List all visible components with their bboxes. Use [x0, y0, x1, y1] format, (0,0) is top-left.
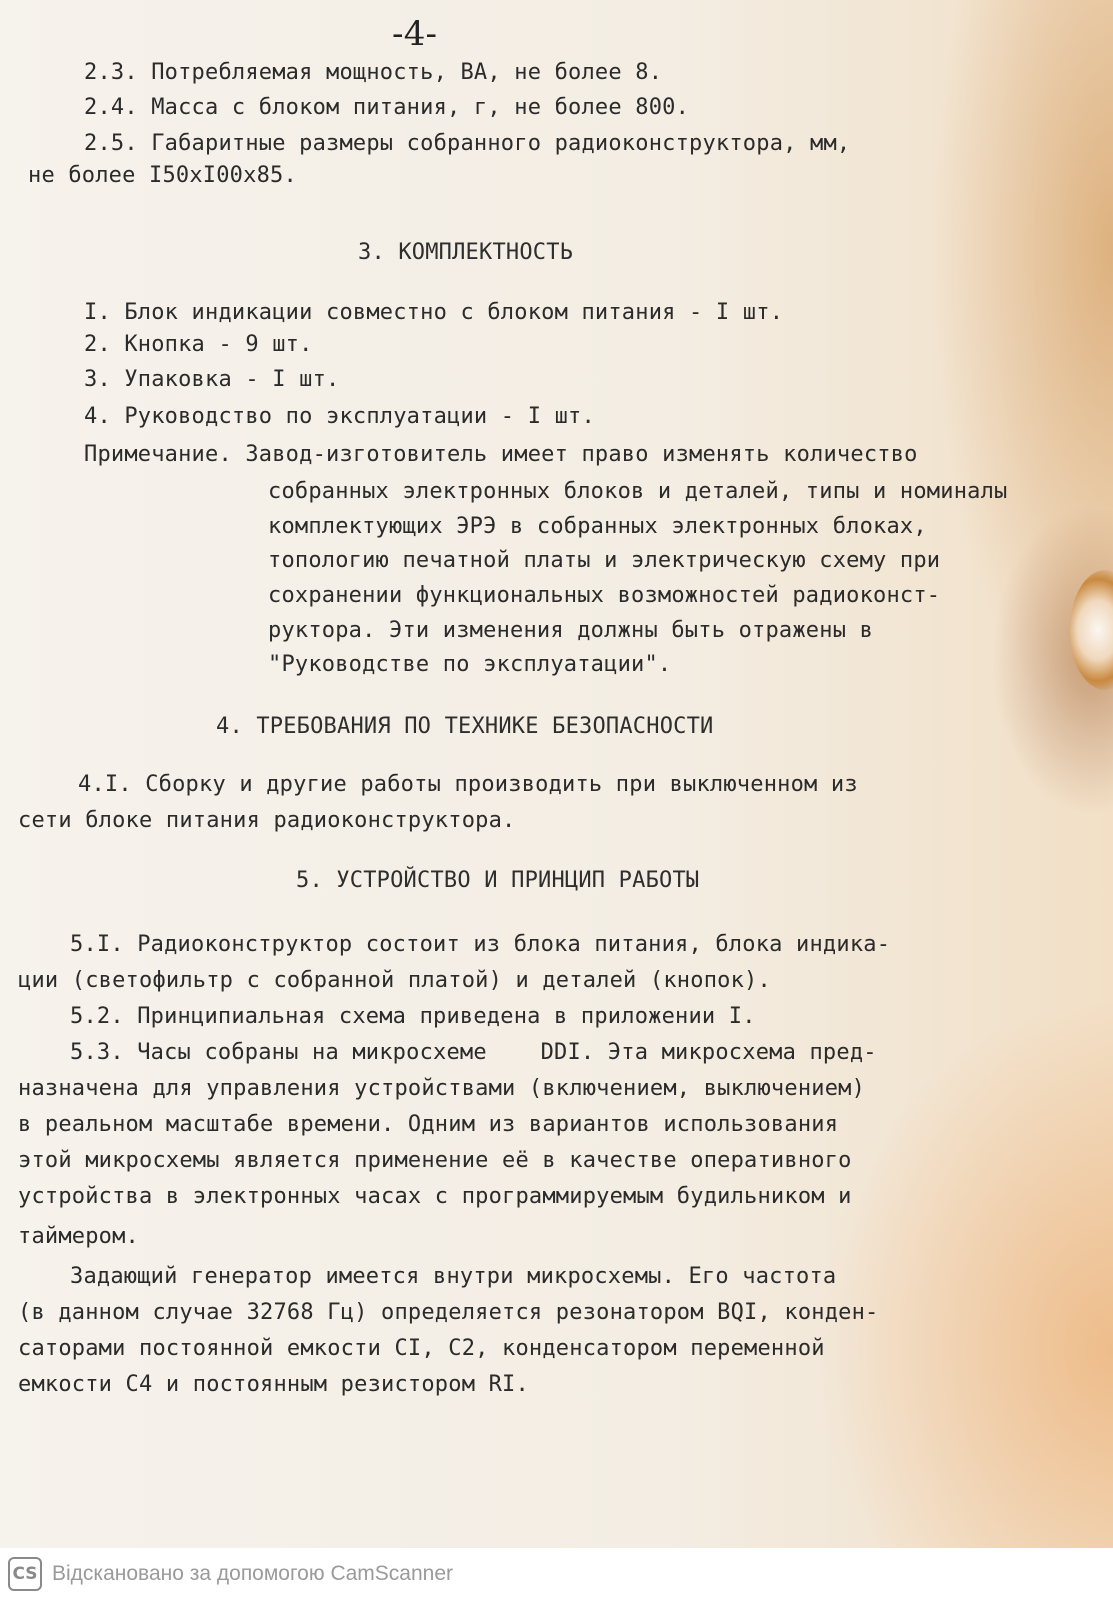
text-line-4-1: 4.I. Сборку и другие работы производить при выключенном из — [78, 772, 858, 797]
camscanner-logo: CS — [8, 1557, 42, 1591]
section-heading-5: 5. УСТРОЙСТВО И ПРИНЦИП РАБОТЫ — [296, 868, 700, 893]
text-line-5-3-cont-1: назначена для управления устройствами (включением, выключением) — [18, 1076, 866, 1101]
text-line-5-3-cont-2: в реальном масштабе времени. Одним из вариантов использования — [18, 1112, 839, 1137]
text-line-2-4: 2.4. Масса с блоком питания, г, не более 800. — [84, 95, 690, 120]
note-line-7: "Руководстве по эксплуатации". — [268, 652, 672, 677]
section-heading-3: 3. КОМПЛЕКТНОСТЬ — [358, 240, 574, 265]
text-line-generator-cont-1: (в данном случае 32768 Гц) определяется резонатором BQI, конден- — [18, 1300, 879, 1325]
text-line-generator: Задающий генератор имеется внутри микросхемы. Его частота — [70, 1264, 837, 1289]
section-heading-4: 4. ТРЕБОВАНИЯ ПО ТЕХНИКЕ БЕЗОПАСНОСТИ — [216, 714, 714, 739]
note-line-4: топологию печатной платы и электрическую схему при — [268, 548, 941, 573]
text-line-5-1: 5.I. Радиоконструктор состоит из блока питания, блока индика- — [70, 932, 891, 957]
list-item-1: I. Блок индикации совместно с блоком питания - I шт. — [84, 300, 784, 325]
scanner-watermark-bar — [0, 1548, 1113, 1600]
text-line-5-3-cont-3: этой микросхемы является применение её в качестве оперативного — [18, 1148, 852, 1173]
text-line-5-2: 5.2. Принципиальная схема приведена в приложении I. — [70, 1004, 756, 1029]
text-line-4-1-cont: сети блоке питания радиоконструктора. — [18, 808, 516, 833]
text-line-2-5-cont: не более I50хI00х85. — [28, 163, 297, 188]
text-line-generator-cont-2: саторами постоянной емкости CI, C2, конденсатором переменной — [18, 1336, 825, 1361]
note-line-6: руктора. Эти изменения должны быть отражены в — [268, 618, 874, 643]
scanner-watermark-text: Відскановано за допомогою CamScanner — [52, 1562, 453, 1585]
text-line-generator-cont-3: емкости C4 и постоянным резистором RI. — [18, 1372, 529, 1397]
page-number: -4- — [392, 14, 438, 54]
note-line-1: Примечание. Завод-изготовитель имеет право изменять количество — [84, 442, 918, 467]
text-line-5-3-cont-5: таймером. — [18, 1224, 140, 1249]
burn-mark — [1070, 570, 1113, 690]
text-line-5-1-cont: ции (светофильтр с собранной платой) и деталей (кнопок). — [18, 968, 771, 993]
text-line-2-5: 2.5. Габаритные размеры собранного радиоконструктора, мм, — [84, 131, 851, 156]
list-item-2: 2. Кнопка - 9 шт. — [84, 332, 313, 357]
text-line-5-3-cont-4: устройства в электронных часах с программируемым будильником и — [18, 1184, 852, 1209]
note-line-3: комплектующих ЭРЭ в собранных электронных блоках, — [268, 514, 927, 539]
note-line-5: сохранении функциональных возможностей радиоконст- — [268, 583, 941, 608]
note-line-2: собранных электронных блоков и деталей, типы и номиналы — [268, 479, 1008, 504]
text-line-2-3: 2.3. Потребляемая мощность, ВА, не более 8. — [84, 60, 663, 85]
list-item-4: 4. Руководство по эксплуатации - I шт. — [84, 404, 595, 429]
list-item-3: 3. Упаковка - I шт. — [84, 367, 340, 392]
text-line-5-3: 5.3. Часы собраны на микросхеме DDI. Эта микросхема пред- — [70, 1040, 877, 1065]
